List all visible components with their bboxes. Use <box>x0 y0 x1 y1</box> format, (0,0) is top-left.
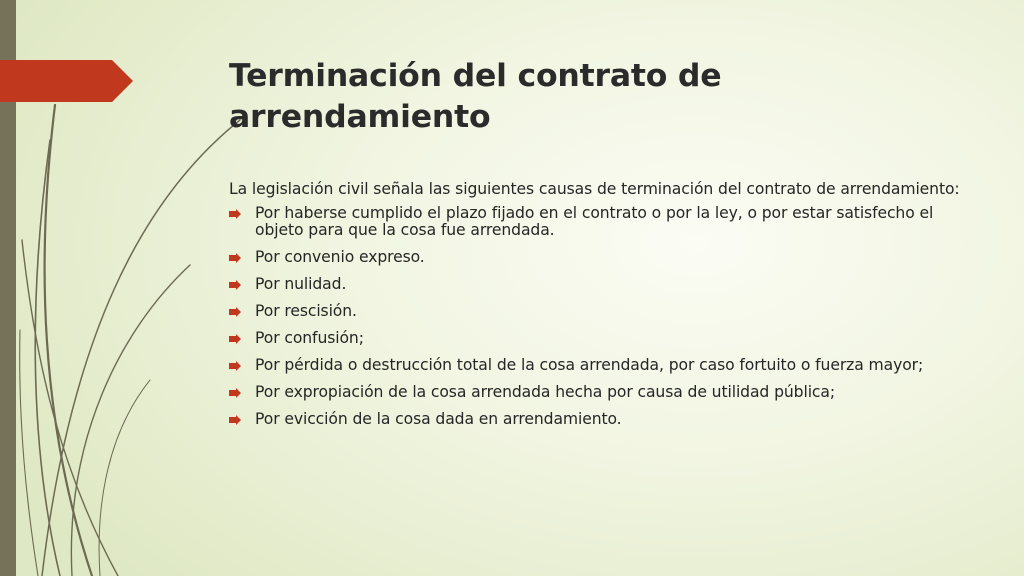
list-item-text: Por convenio expreso. <box>255 248 425 266</box>
slide-title: Terminación del contrato de arrendamiento <box>229 58 722 135</box>
list-item <box>229 303 969 320</box>
arrow-bullet-icon <box>229 280 241 290</box>
list-item <box>229 205 969 239</box>
arrow-bullet-icon <box>229 253 241 263</box>
causes-list <box>229 205 969 428</box>
list-item <box>229 384 969 401</box>
list-item-text: Por confusión; <box>255 329 364 347</box>
arrow-bullet-icon <box>229 209 241 219</box>
arrow-bullet-icon <box>229 334 241 344</box>
list-item-text: Por expropiación de la cosa arrendada hecha por causa de utilidad pública; <box>255 383 836 401</box>
arrow-bullet-icon <box>229 361 241 371</box>
title-arrow-icon <box>0 60 133 102</box>
list-item-text: Por pérdida o destrucción total de la cosa arrendada, por caso fortuito o fuerza mayor; <box>255 356 924 374</box>
list-item-text: Por haberse cumplido el plazo fijado en el contrato o por la ley, o por estar satisfecho el objeto para que la cosa fue arrendada. <box>255 204 934 239</box>
arrow-bullet-icon <box>229 415 241 425</box>
list-item <box>229 276 969 293</box>
list-item-text: Por evicción de la cosa dada en arrendamiento. <box>255 410 622 428</box>
list-item <box>229 249 969 266</box>
arrow-bullet-icon <box>229 388 241 398</box>
arrow-bullet-icon <box>229 307 241 317</box>
list-item <box>229 330 969 347</box>
intro-text: La legislación civil señala las siguientes causas de terminación del contrato de arrendamiento: <box>229 180 960 198</box>
list-item-text: Por rescisión. <box>255 302 357 320</box>
list-item-text: Por nulidad. <box>255 275 347 293</box>
list-item <box>229 357 969 374</box>
slide-content <box>229 181 969 438</box>
list-item <box>229 411 969 428</box>
